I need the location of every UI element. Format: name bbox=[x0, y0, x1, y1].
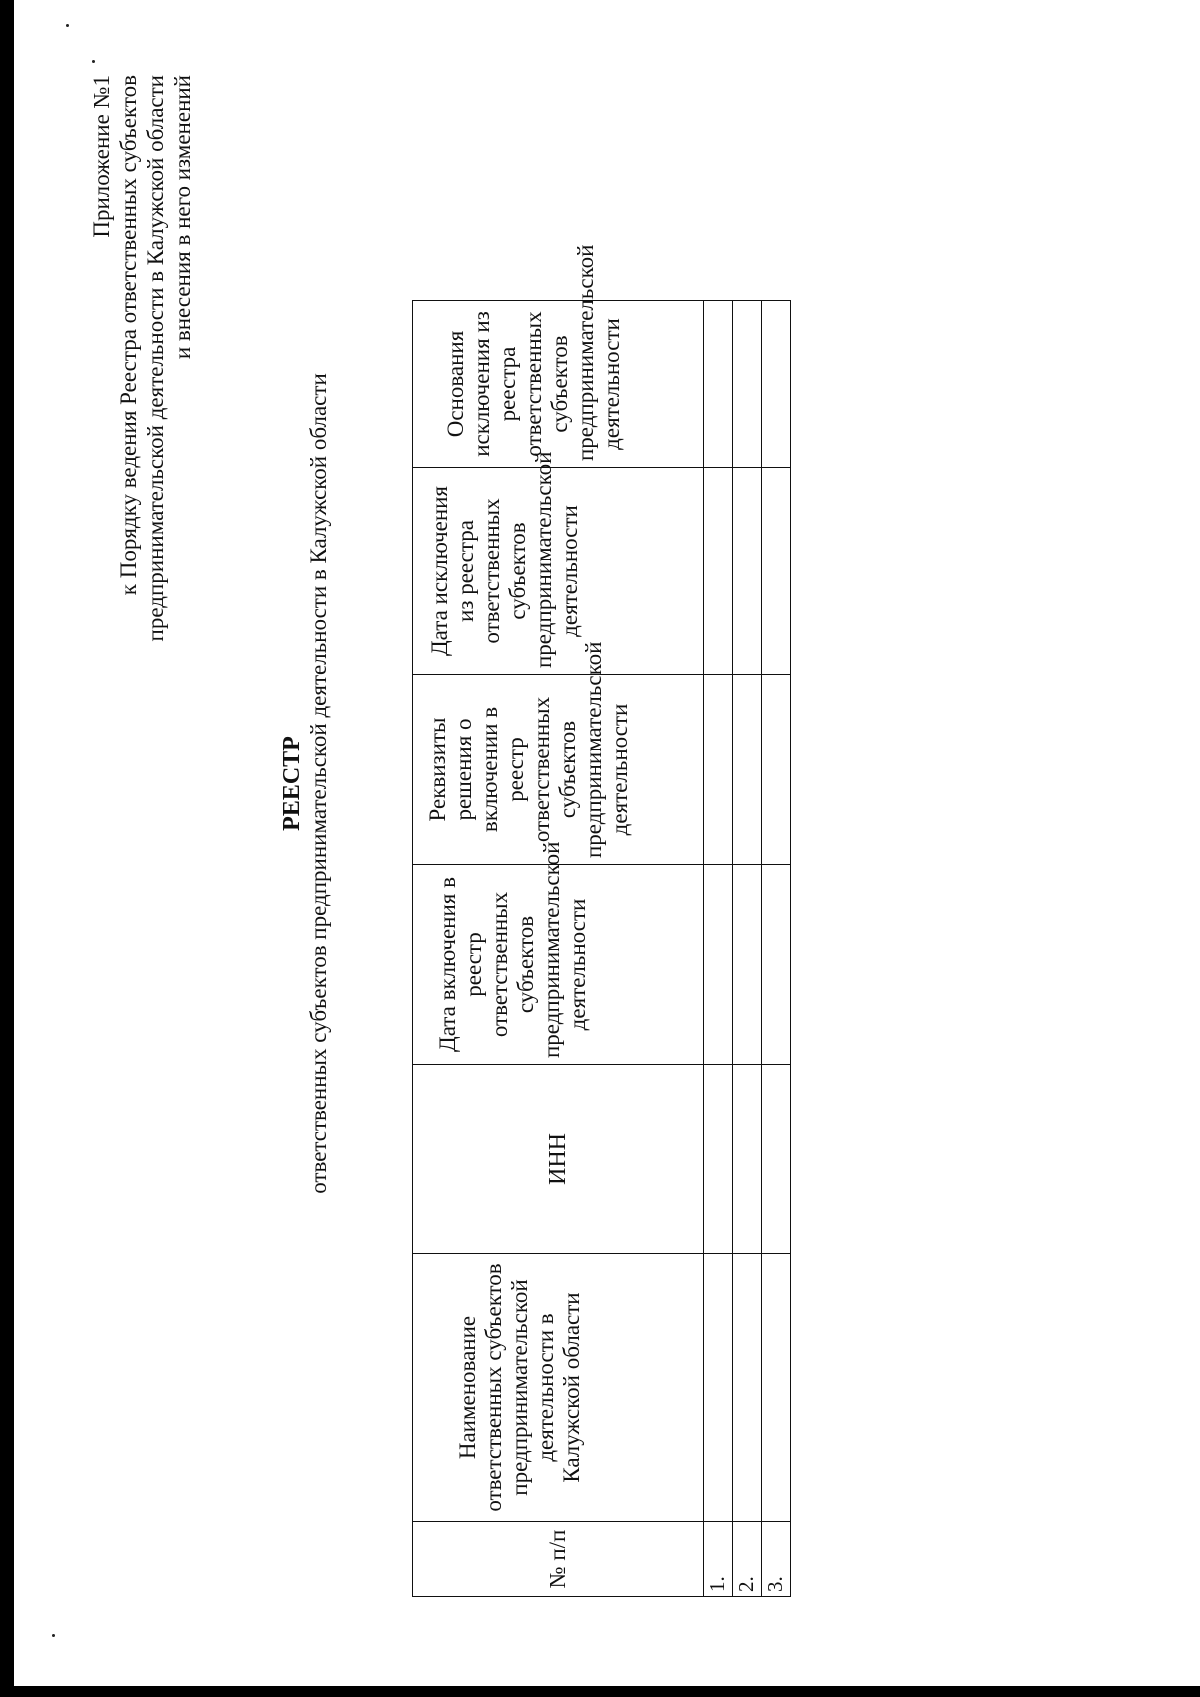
col-header-number: № п/п bbox=[413, 1522, 704, 1597]
row-number: 2. bbox=[733, 1522, 762, 1597]
table-row bbox=[733, 301, 762, 1597]
row-number: 3. bbox=[762, 1522, 791, 1597]
table-row bbox=[704, 301, 733, 1597]
appendix-line-2: к Порядку ведения Реестра ответственных субъектов bbox=[116, 75, 141, 596]
table-row bbox=[762, 301, 791, 1597]
appendix-line-3: предпринимательской деятельности в Калужской области bbox=[143, 75, 168, 642]
registry-table bbox=[412, 244, 791, 1597]
col-header-inclusion-decision: Реквизиты решения о включении в реестр ответственных субъектов предпринимательской деятельности bbox=[413, 675, 704, 865]
appendix-note bbox=[88, 75, 196, 895]
title-subtitle: ответственных субъектов предпринимательской деятельности в Калужской области bbox=[306, 373, 331, 1194]
document-title bbox=[278, 0, 332, 1697]
col-header-exclusion-date: Дата исключения из реестра ответственных субъектов предпринимательской деятельности bbox=[413, 468, 704, 675]
row-number: 1. bbox=[704, 1522, 733, 1597]
col-header-exclusion-grounds: Основания исключения из реестра ответственных субъектов предпринимательской деятельности bbox=[413, 301, 704, 468]
appendix-line-1: Приложение №1 bbox=[89, 75, 114, 238]
appendix-line-4: и внесения в него изменений bbox=[170, 75, 195, 360]
table-header-row bbox=[413, 301, 704, 1597]
title-heading: РЕЕСТР bbox=[279, 736, 305, 831]
col-header-inclusion-date: Дата включения в реестр ответственных субъектов предпринимательской деятельности bbox=[413, 865, 704, 1065]
col-header-name: Наименование ответственных субъектов предпринимательской деятельности в Калужской области bbox=[413, 1254, 704, 1522]
col-header-inn: ИНН bbox=[413, 1065, 704, 1254]
